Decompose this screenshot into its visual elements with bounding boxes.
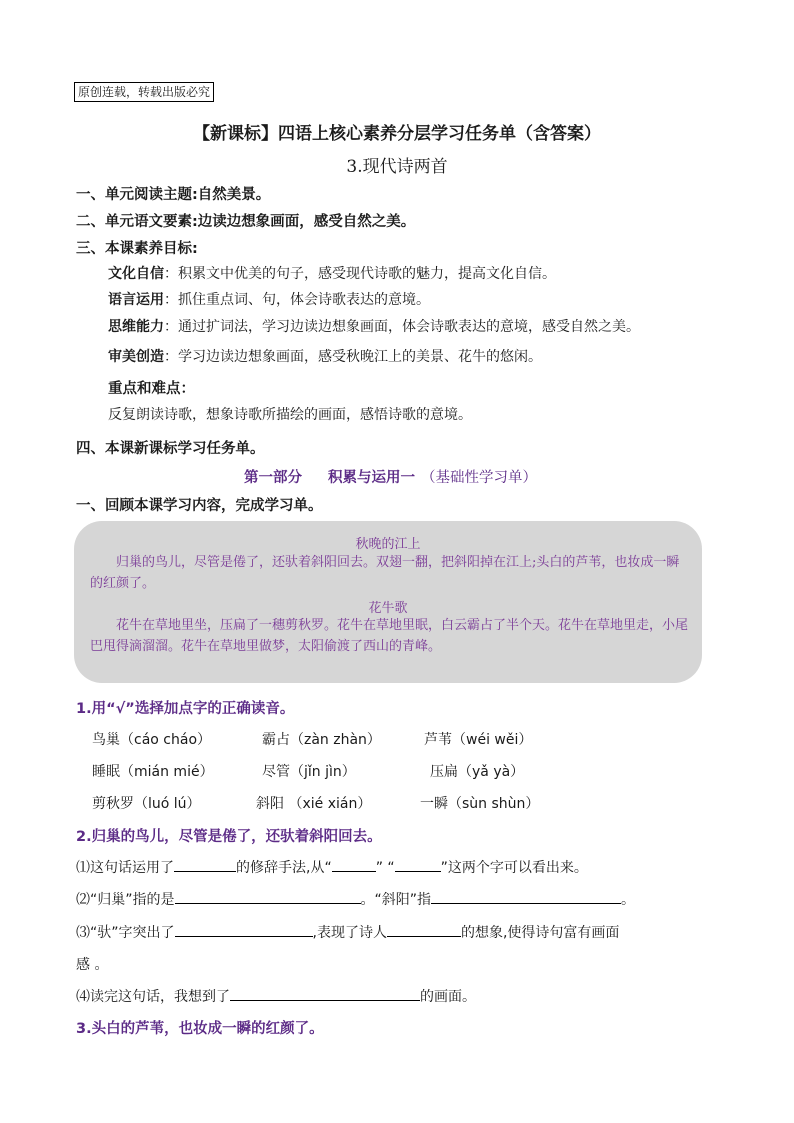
pinyin-item: 斜阳 （xié xián） bbox=[256, 796, 372, 812]
part-heading: 第一部分 积累与运用一 （基础性学习单） bbox=[244, 470, 537, 486]
pinyin-item: 压扁（yǎ yà） bbox=[430, 764, 525, 780]
answer-blank[interactable] bbox=[230, 986, 420, 1001]
goal-thinking: 思维能力：通过扩词法，学习边读边想象画面，体会诗歌表达的意境，感受自然之美。 bbox=[108, 319, 640, 335]
answer-blank[interactable] bbox=[175, 922, 313, 937]
answer-blank[interactable] bbox=[332, 857, 376, 872]
pinyin-item: 芦苇（wéi wěi） bbox=[424, 732, 533, 748]
pinyin-item: 霸占（zàn zhàn） bbox=[262, 732, 381, 748]
question-2-1: ⑴这句话运用了 的修辞手法,从“ ” “ ”这两个字可以看出来。 bbox=[76, 857, 588, 877]
unit-theme: 一、单元阅读主题:自然美景。 bbox=[76, 187, 271, 203]
goal-aesthetic: 审美创造：学习边读边想象画面，感受秋晚江上的美景、花牛的悠闲。 bbox=[108, 349, 542, 365]
poem2-title: 花牛歌 bbox=[368, 601, 408, 616]
answer-blank[interactable] bbox=[431, 889, 621, 904]
pinyin-item: 一瞬（sùn shùn） bbox=[420, 796, 540, 812]
answer-blank[interactable] bbox=[174, 857, 236, 872]
copyright-tag: 原创连载，转载出版必究 bbox=[74, 82, 214, 102]
unit-element: 二、单元语文要素:边读边想象画面，感受自然之美。 bbox=[76, 214, 416, 230]
goal-culture: 文化自信：积累文中优美的句子，感受现代诗歌的魅力，提高文化自信。 bbox=[108, 266, 556, 282]
question-2-3-cont: 感 。 bbox=[76, 957, 109, 973]
question-3: 3.头白的芦苇，也妆成一瞬的红颜了。 bbox=[76, 1021, 324, 1037]
goals-heading: 三、本课素养目标: bbox=[76, 241, 198, 257]
page-subtitle: 3.现代诗两首 bbox=[346, 157, 448, 177]
poem2-text: 花牛在草地里坐，压扁了一穗剪秋罗。花牛在草地里眠，白云霸占了半个天。花牛在草地里走，小尾巴甩得滴溜溜。花牛在草地里做梦，太阳偷渡了西山的青峰。 bbox=[90, 618, 689, 654]
pinyin-item: 睡眠（mián mié） bbox=[92, 764, 214, 780]
pinyin-item: 鸟巢（cáo cháo） bbox=[92, 732, 212, 748]
pinyin-item: 尽管（jǐn jìn） bbox=[262, 764, 356, 780]
pinyin-item: 剪秋罗（luó lú） bbox=[92, 796, 201, 812]
poem1-title: 秋晚的江上 bbox=[355, 537, 421, 552]
question-2-4: ⑷读完这句话，我想到了 的画面。 bbox=[76, 986, 476, 1006]
page-title: 【新课标】四语上核心素养分层学习任务单（含答案） bbox=[193, 124, 601, 144]
review-heading: 一、回顾本课学习内容，完成学习单。 bbox=[76, 498, 323, 514]
question-2: 2.归巢的鸟儿，尽管是倦了，还驮着斜阳回去。 bbox=[76, 829, 382, 845]
answer-blank[interactable] bbox=[387, 922, 461, 937]
goal-language: 语言运用：抓住重点词、句，体会诗歌表达的意境。 bbox=[108, 292, 430, 308]
answer-blank[interactable] bbox=[175, 889, 361, 904]
key-text: 反复朗读诗歌，想象诗歌所描绘的画面，感悟诗歌的意境。 bbox=[108, 407, 472, 423]
question-2-2: ⑵“归巢”指的是 。“斜阳”指 。 bbox=[76, 889, 635, 909]
answer-blank[interactable] bbox=[395, 857, 441, 872]
question-2-3: ⑶“驮”字突出了 ,表现了诗人 的想象,使得诗句富有画面 bbox=[76, 922, 619, 942]
poem1-text: 归巢的鸟儿，尽管是倦了，还驮着斜阳回去。双翅一翻，把斜阳掉在江上;头白的芦苇，也妆成一瞬的红颜了。 bbox=[90, 555, 680, 591]
question-1: 1.用“√”选择加点字的正确读音。 bbox=[76, 701, 295, 717]
tasks-heading: 四、本课新课标学习任务单。 bbox=[76, 441, 265, 457]
key-heading: 重点和难点： bbox=[108, 381, 195, 397]
